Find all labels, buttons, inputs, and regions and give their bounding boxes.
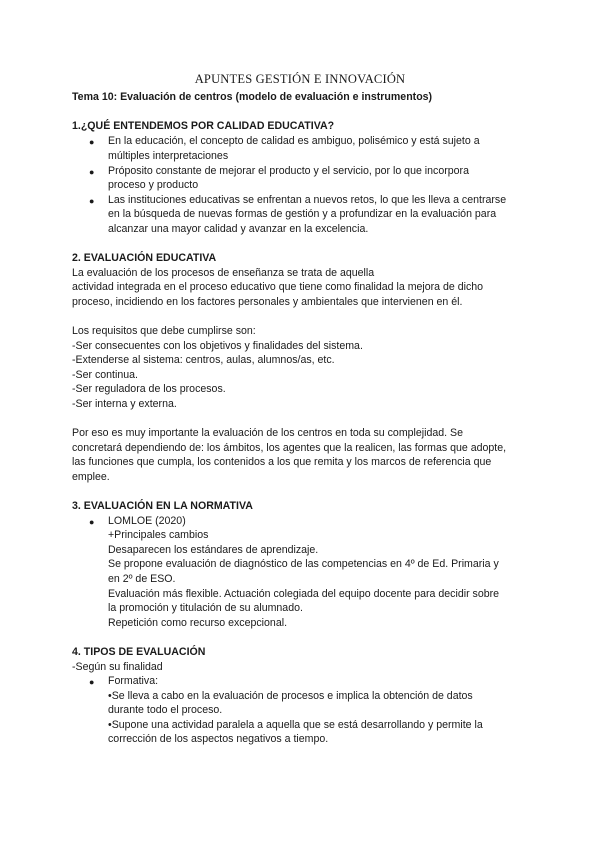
s3-line-3: Se propone evaluación de diagnóstico de las competencias en 4º de Ed. Primaria y — [108, 558, 499, 570]
s2-p1-line2: actividad integrada en el proceso educativo que tiene como finalidad la mejora de dicho — [72, 281, 484, 293]
document-title: APUNTES GESTIÓN E INNOVACIÓN — [194, 72, 406, 86]
s2-p2-line1: Por eso es muy importante la evaluación de los centros en toda su complejidad. Se — [72, 427, 464, 439]
document-subtitle: Tema 10: Evaluación de centros (modelo de evaluación e instrumentos) — [72, 91, 433, 103]
s2-p2-line4: emplee. — [72, 471, 110, 483]
s4-line-3: •Supone una actividad paralela a aquella que se está desarrollando y permite la — [108, 719, 483, 731]
s1-b1-line2: múltiples interpretaciones — [108, 150, 229, 162]
s1-b3-line3: alcanzar una mayor calidad y avanzar en la excelencia. — [108, 223, 369, 235]
bullet-icon: ● — [89, 677, 95, 687]
s4-item: Formativa: — [108, 675, 159, 687]
bullet-icon: ● — [89, 137, 95, 147]
s1-b3-line1: Las instituciones educativas se enfrentan a nuevos retos, lo que les lleva a centrarse — [108, 194, 507, 206]
s3-item: LOMLOE (2020) — [108, 515, 186, 527]
s4-line-2: durante todo el proceso. — [108, 704, 223, 716]
s3-line-2: Desaparecen los estándares de aprendizaje. — [108, 544, 319, 556]
section-2-heading: 2. EVALUACIÓN EDUCATIVA — [72, 252, 217, 264]
s1-b2-line2: proceso y producto — [108, 179, 199, 191]
s2-req-2: -Extenderse al sistema: centros, aulas, alumnos/as, etc. — [72, 354, 335, 366]
section-4-heading: 4. TIPOS DE EVALUACIÓN — [72, 646, 206, 658]
s3-line-6: la promoción y titulación de su alumnado. — [108, 602, 303, 614]
s2-p1-line1: La evaluación de los procesos de enseñanza se trata de aquella — [72, 267, 375, 279]
s4-line-1: •Se lleva a cabo en la evaluación de procesos e implica la obtención de datos — [108, 690, 473, 702]
s3-line-7: Repetición como recurso excepcional. — [108, 617, 288, 629]
section-3-heading: 3. EVALUACIÓN EN LA NORMATIVA — [72, 500, 253, 512]
bullet-icon: ● — [89, 196, 95, 206]
s3-line-1: +Principales cambios — [108, 529, 209, 541]
bullet-icon: ● — [89, 167, 95, 177]
bullet-icon: ● — [89, 517, 95, 527]
s2-p2-line2: concretará dependiendo de: los ámbitos, los agentes que la realicen, las formas que adopte, — [72, 442, 507, 454]
s2-requirements-intro: Los requisitos que debe cumplirse son: — [72, 325, 256, 337]
s2-req-4: -Ser reguladora de los procesos. — [72, 383, 226, 395]
s4-line-4: corrección de los aspectos negativos a tiempo. — [108, 733, 329, 745]
s1-b1-line1: En la educación, el concepto de calidad es ambiguo, polisémico y está sujeto a — [108, 135, 480, 147]
s4-intro: -Según su finalidad — [72, 661, 163, 673]
s2-p2-line3: las funciones que cumpla, los contenidos a los que remita y los marcos de referencia que — [72, 456, 492, 468]
s3-line-4: en 2º de ESO. — [108, 573, 176, 585]
s2-req-5: -Ser interna y externa. — [72, 398, 177, 410]
s1-b3-line2: en la búsqueda de nuevas formas de gestión y a profundizar en la evaluación para — [108, 208, 497, 220]
s3-line-5: Evaluación más flexible. Actuación colegiada del equipo docente para decidir sobre — [108, 588, 500, 600]
section-1-heading: 1.¿QUÉ ENTENDEMOS POR CALIDAD EDUCATIVA? — [72, 120, 335, 132]
s2-req-3: -Ser continua. — [72, 369, 138, 381]
s2-req-1: -Ser consecuentes con los objetivos y finalidades del sistema. — [72, 340, 363, 352]
s1-b2-line1: Próposito constante de mejorar el producto y el servicio, por lo que incorpora — [108, 165, 469, 177]
s2-p1-line3: proceso, incidiendo en los factores personales y ambientales que intervienen en él. — [72, 296, 463, 308]
